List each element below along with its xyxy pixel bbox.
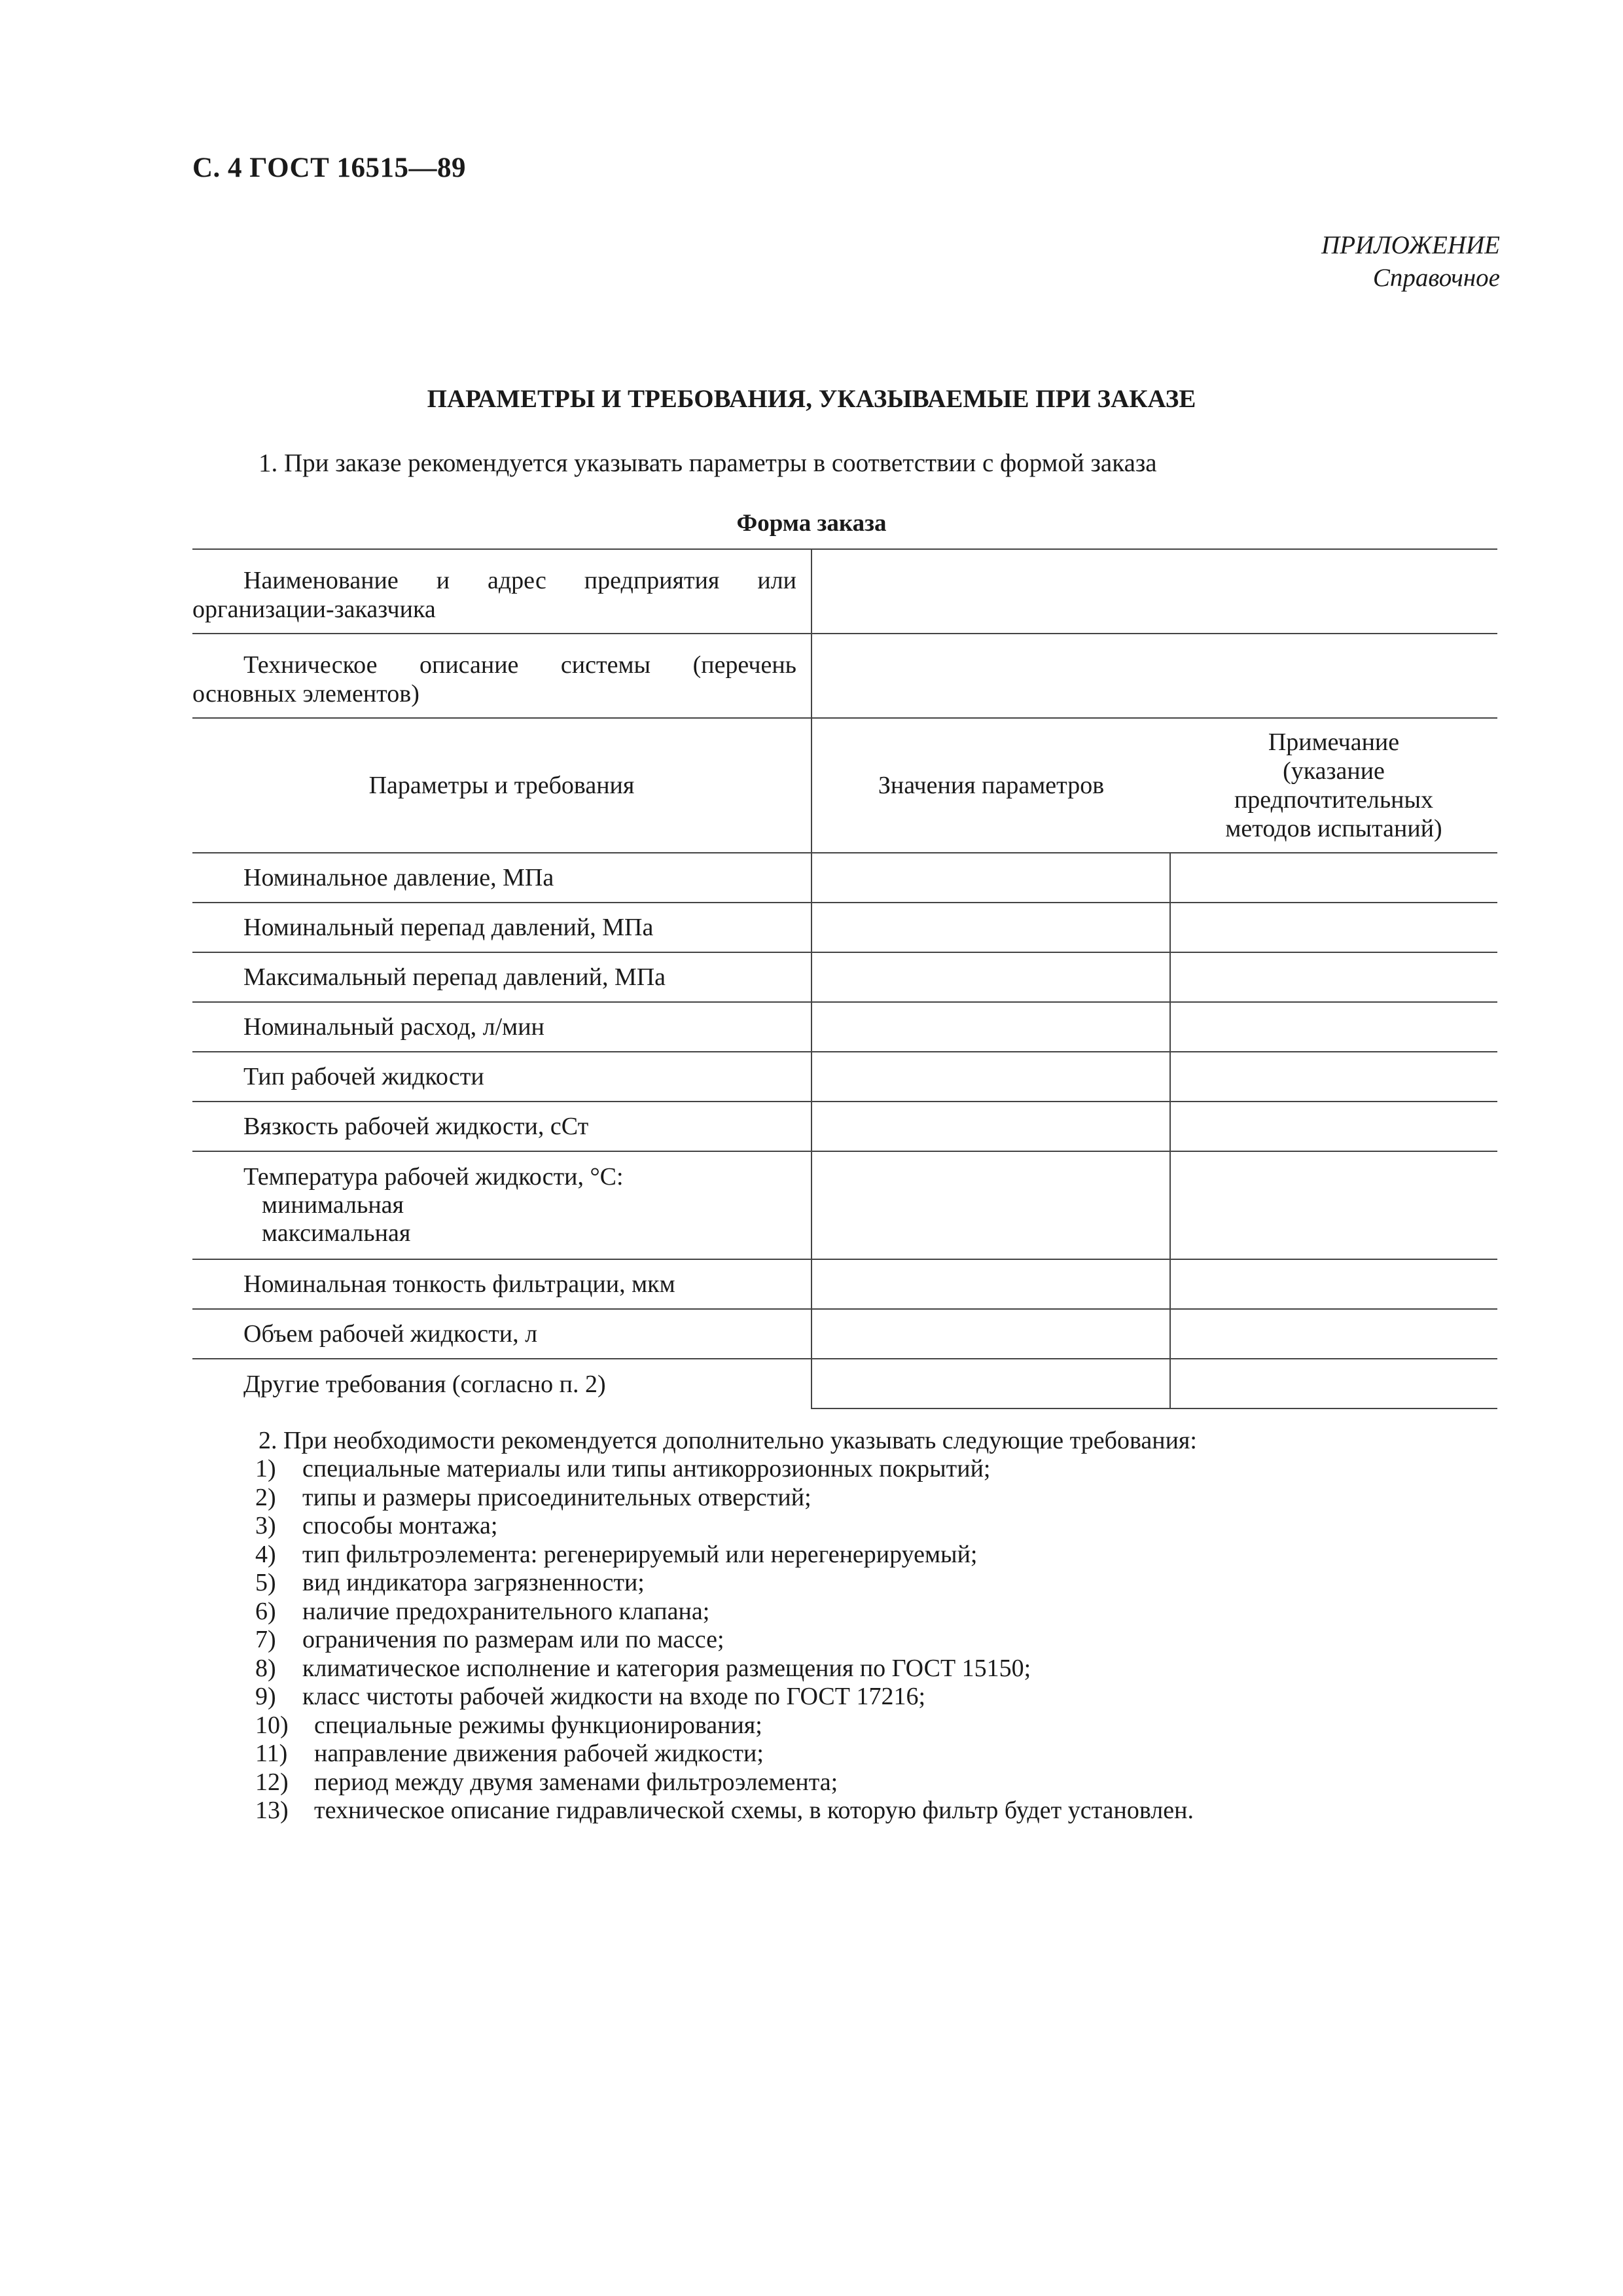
param-label: Номинальный перепад давлений, МПа [192, 903, 812, 952]
org-row-system [192, 634, 1497, 718]
table-row [192, 1259, 1497, 1309]
temperature-max-label: максимальная [262, 1219, 411, 1247]
param-note-cell[interactable] [1170, 1359, 1497, 1408]
page-header: С. 4 ГОСТ 16515—89 [192, 152, 467, 183]
list-item: 2) типы и размеры присоединительных отверстий; [255, 1483, 812, 1511]
table-row [192, 1309, 1497, 1359]
intro-paragraph: 1. При заказе рекомендуется указывать параметры в соответствии с формой заказа [259, 449, 1157, 477]
param-value-cell[interactable] [812, 853, 1170, 903]
column-header-note: Примечание (указание предпочтительных методов испытаний) [1170, 718, 1497, 853]
param-label: Вязкость рабочей жидкости, сСт [192, 1102, 812, 1151]
table-row [192, 903, 1497, 952]
table-row [192, 952, 1497, 1002]
param-value-cell[interactable] [812, 1309, 1170, 1359]
column-header-row [192, 718, 1497, 853]
table-row [192, 1359, 1497, 1408]
appendix-type: Справочное [1372, 264, 1500, 292]
param-value-cell[interactable] [812, 1052, 1170, 1102]
temperature-min-label: минимальная [262, 1191, 404, 1219]
param-label-temperature: Температура рабочей жидкости, °С: минимальная максимальная [192, 1151, 812, 1259]
org-row-customer [192, 549, 1497, 634]
param-note-cell[interactable] [1170, 1259, 1497, 1309]
list-item: 3) способы монтажа; [255, 1512, 498, 1539]
org-value-customer[interactable] [812, 549, 1497, 634]
list-item: 11) направление движения рабочей жидкости; [255, 1740, 764, 1767]
param-value-cell[interactable] [812, 1151, 1170, 1259]
list-item: 6) наличие предохранительного клапана; [255, 1597, 710, 1625]
list-item: 4) тип фильтроэлемента: регенерируемый или нерегенерируемый; [255, 1540, 978, 1568]
column-header-params: Параметры и требования [192, 718, 812, 853]
list-item: 8) климатическое исполнение и категория размещения по ГОСТ 15150; [255, 1654, 1031, 1682]
param-label: Максимальный перепад давлений, МПа [192, 952, 812, 1002]
param-value-cell[interactable] [812, 952, 1170, 1002]
org-value-system[interactable] [812, 634, 1497, 718]
param-value-cell[interactable] [812, 1359, 1170, 1408]
section-2-lead: 2. При необходимости рекомендуется дополнительно указывать следующие требования: [259, 1427, 1197, 1454]
order-form-table [192, 548, 1497, 1409]
list-item: 1) специальные материалы или типы антикоррозионных покрытий; [255, 1455, 991, 1482]
param-value-cell[interactable] [812, 1259, 1170, 1309]
param-note-cell[interactable] [1170, 903, 1497, 952]
param-note-cell[interactable] [1170, 952, 1497, 1002]
requirements-list [255, 1455, 1194, 1825]
form-title: Форма заказа [736, 510, 887, 537]
table-row [192, 1102, 1497, 1151]
param-note-cell[interactable] [1170, 1002, 1497, 1052]
param-label: Номинальное давление, МПа [192, 853, 812, 903]
param-note-cell[interactable] [1170, 1309, 1497, 1359]
appendix-label: ПРИЛОЖЕНИЕ [1321, 231, 1500, 259]
list-item: 7) ограничения по размерам или по массе; [255, 1626, 724, 1653]
param-label: Объем рабочей жидкости, л [192, 1309, 812, 1359]
param-label: Номинальная тонкость фильтрации, мкм [192, 1259, 812, 1309]
org-label-customer: Наименование и адрес предприятия или организации-заказчика [192, 549, 812, 634]
param-note-cell[interactable] [1170, 1102, 1497, 1151]
list-item: 10) специальные режимы функционирования; [255, 1711, 762, 1739]
table-row [192, 1052, 1497, 1102]
param-value-cell[interactable] [812, 903, 1170, 952]
table-row [192, 853, 1497, 903]
list-item: 12) период между двумя заменами фильтроэлемента; [255, 1768, 838, 1796]
table-row [192, 1002, 1497, 1052]
param-note-cell[interactable] [1170, 1052, 1497, 1102]
org-label-system: Техническое описание системы (перечень основных элементов) [192, 634, 812, 718]
param-note-cell[interactable] [1170, 1151, 1497, 1259]
param-label: Другие требования (согласно п. 2) [192, 1359, 812, 1408]
document-title: ПАРАМЕТРЫ И ТРЕБОВАНИЯ, УКАЗЫВАЕМЫЕ ПРИ ЗАКАЗЕ [427, 385, 1196, 413]
column-header-values: Значения параметров [812, 718, 1170, 853]
list-item: 13) техническое описание гидравлической схемы, в которую фильтр будет установлен. [255, 1797, 1194, 1824]
list-item: 5) вид индикатора загрязненности; [255, 1569, 645, 1596]
list-item: 9) класс чистоты рабочей жидкости на входе по ГОСТ 17216; [255, 1683, 926, 1710]
param-note-cell[interactable] [1170, 853, 1497, 903]
param-value-cell[interactable] [812, 1002, 1170, 1052]
param-label: Номинальный расход, л/мин [192, 1002, 812, 1052]
param-value-cell[interactable] [812, 1102, 1170, 1151]
table-row-temperature [192, 1151, 1497, 1259]
param-label: Тип рабочей жидкости [192, 1052, 812, 1102]
appendix-label-block [1321, 229, 1500, 295]
